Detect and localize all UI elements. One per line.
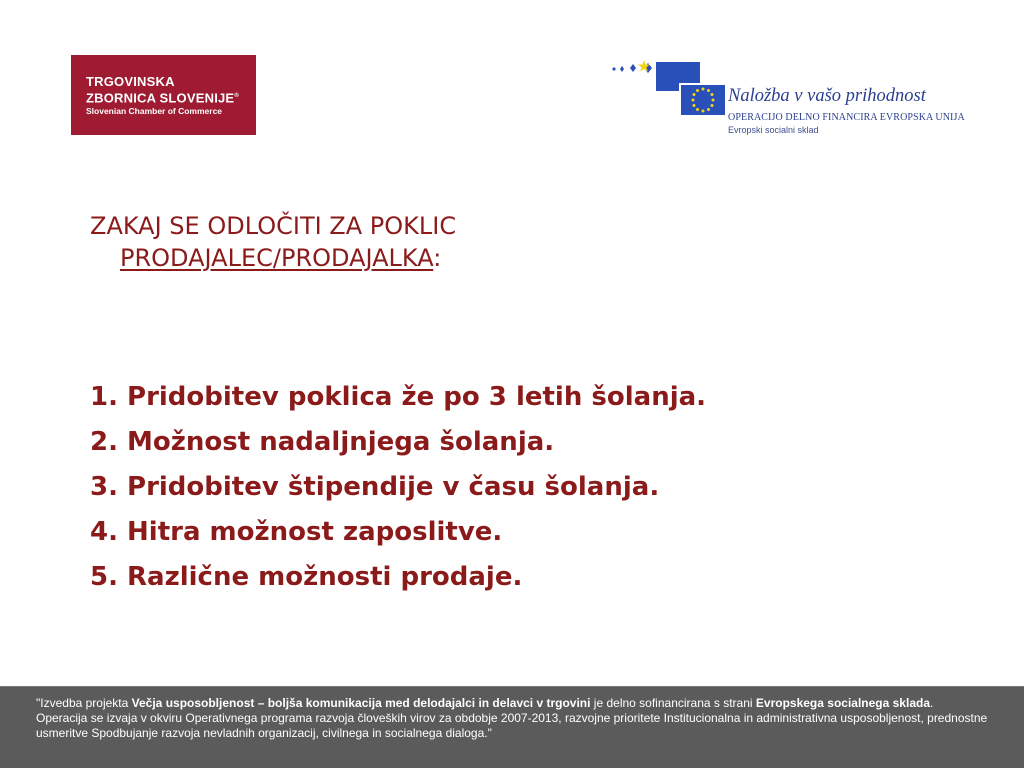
footer-operation-text: Operacija se izvaja v okviru Operativnega programa razvoja človeških virov za obdobje 2007-2013, razvojne prioritete Institucionalna in administrativna usposobljenost, prednostne usmeritve Spodbujanje razvoja nevladnih organizacij, civilnega in socialnega dialoga." [36,711,988,740]
eu-fund-name: Evropski socialni sklad [728,125,819,135]
reason-item: 1. Pridobitev poklica že po 3 letih šolanja. [90,382,707,412]
logo-line-3: Slovenian Chamber of Commerce [86,106,223,117]
logo-line-2: ZBORNICA SLOVENIJE® [86,90,239,106]
reason-item: 3. Pridobitev štipendije v času šolanja. [90,472,660,502]
logo-line-1: TRGOVINSKA [86,74,175,89]
reasons-list [90,377,706,602]
reason-item: 5. Različne možnosti prodaje. [90,562,523,592]
eu-financing-note: OPERACIJO DELNO FINANCIRA EVROPSKA UNIJA [728,112,965,123]
eu-fund-logo [610,58,965,140]
registered-mark: ® [234,93,239,99]
reason-item: 2. Možnost nadaljnjega šolanja. [90,427,555,457]
heading-line-1: ZAKAJ SE ODLOČITI ZA POKLIC [90,212,457,240]
fund-name: Evropskega socialnega sklada [755,696,930,710]
chamber-of-commerce-logo [71,55,256,135]
heading-colon: : [433,244,442,272]
eu-flag-icon [610,58,728,118]
funding-footer [0,686,1024,768]
project-title: Večja usposobljenost – boljša komunikacija med delodajalci in delavci v trgovini [131,696,591,710]
slide-heading [90,210,790,274]
heading-line-2 [90,242,790,274]
eu-slogan: Naložba v vašo prihodnost [728,86,926,106]
reason-item: 4. Hitra možnost zaposlitve. [90,517,503,547]
footer-text: "Izvedba projekta Večja usposobljenost – boljša komunikacija med delodajalci in delavci v trgovini je delno sofinancirana s strani Evropskega socialnega sklada. [36,696,934,710]
profession-name: PRODAJALEC/PRODAJALKA [120,244,434,272]
